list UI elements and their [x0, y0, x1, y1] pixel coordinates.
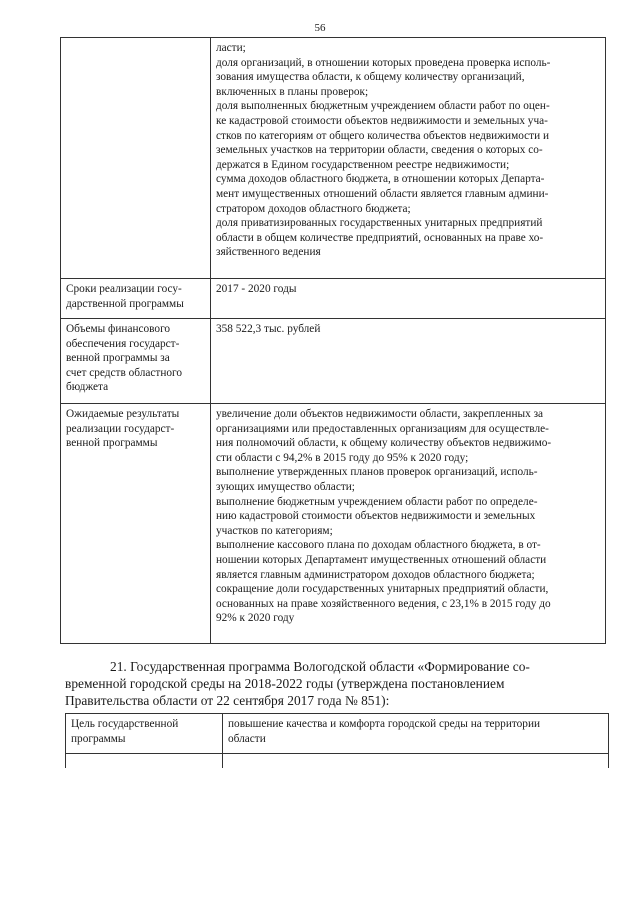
row-value: [223, 754, 609, 768]
text-line: ласти;: [216, 42, 246, 54]
text-line: бюджета: [66, 381, 109, 394]
heading-line: Правительства области от 22 сентября 2017 года № 851):: [65, 693, 390, 708]
table-row: [61, 404, 606, 644]
text-line: сокращение доли государственных унитарных предприятий области,: [216, 583, 549, 596]
text-line: 92% к 2020 году: [216, 612, 295, 625]
text-line: Объемы финансового: [66, 323, 171, 335]
text-line: доля выполненных бюджетным учреждением области работ по оцен-: [216, 100, 550, 113]
goal-table: [65, 713, 609, 768]
row-value: [211, 279, 606, 319]
text-line: реализации государст-: [66, 422, 175, 435]
row-label: [61, 38, 211, 279]
row-value: [211, 404, 606, 644]
row-value: [211, 38, 606, 279]
text-line: Цель государственной: [71, 718, 179, 730]
text-line: 2017 - 2020 годы: [216, 283, 297, 295]
text-line: ке кадастровой стоимости объектов недвижимости и земельных уча-: [216, 114, 548, 127]
text-line: выполнение утвержденных планов проверок организаций, исполь-: [216, 466, 538, 479]
table-row: [61, 279, 606, 319]
text-line: сти области с 94,2% в 2015 году до 95% к 2020 году;: [216, 451, 469, 464]
text-line: стков по категориям от общего количества объектов недвижимости и: [216, 129, 550, 142]
text-line: Сроки реализации госу-: [66, 283, 182, 295]
table-row: [61, 319, 606, 404]
row-label: [66, 754, 223, 768]
row-label: [61, 279, 211, 319]
text-line: земельных участков на территории области, сведения о которых со-: [216, 144, 543, 157]
text-line: держатся в Едином государственном реестре недвижимости;: [216, 158, 510, 171]
row-label: [61, 404, 211, 644]
table-row: [66, 714, 609, 754]
text-line: сумма доходов областного бюджета, в отношении которых Департа-: [216, 173, 545, 186]
text-line: обеспечения государст-: [66, 337, 180, 350]
section-heading: [65, 658, 603, 709]
heading-line: временной городской среды на 2018-2022 годы (утверждена постановлением: [65, 676, 505, 691]
text-line: организациями или предоставленных организациям для осуществле-: [216, 422, 549, 435]
text-line: ния полномочий области, к общему количеству объектов недвижимо-: [216, 437, 552, 450]
text-line: зяйственного ведения: [216, 246, 321, 259]
text-line: мент имущественных отношений области является главным админи-: [216, 187, 549, 200]
text-line: доля организаций, в отношении которых проведена проверка исполь-: [216, 56, 551, 69]
text-line: зующих имущество области;: [216, 480, 355, 493]
row-label: [61, 319, 211, 404]
text-line: включенных в планы проверок;: [216, 85, 369, 98]
text-line: Ожидаемые результаты: [66, 408, 180, 420]
row-value: [223, 714, 609, 754]
text-line: зования имущества области, к общему количеству организаций,: [216, 71, 525, 84]
table-row: [61, 38, 606, 279]
table-row: [66, 754, 609, 768]
row-label: [66, 714, 223, 754]
text-line: области: [228, 732, 266, 745]
text-line: доля приватизированных государственных унитарных предприятий: [216, 217, 543, 230]
text-line: участков по категориям;: [216, 524, 333, 537]
text-line: основанных на праве хозяйственного ведения, с 23,1% в 2015 году до: [216, 597, 551, 610]
text-line: нию кадастровой стоимости объектов недвижимости и земельных: [216, 510, 536, 523]
text-line: счет средств областного: [66, 366, 183, 379]
text-line: программы: [71, 732, 126, 745]
passport-table: [60, 37, 606, 644]
text-line: ношении которых Департамент имущественных отношений области: [216, 553, 547, 566]
text-line: 358 522,3 тыс. рублей: [216, 323, 321, 335]
text-line: увеличение доли объектов недвижимости области, закрепленных за: [216, 408, 544, 420]
text-line: области в общем количестве предприятий, основанных на праве хо-: [216, 231, 544, 244]
text-line: стратором доходов областного бюджета;: [216, 202, 411, 215]
heading-line: 21. Государственная программа Вологодской области «Формирование со-: [110, 659, 530, 674]
page-number: 56: [314, 22, 326, 34]
text-line: выполнение кассового плана по доходам областного бюджета, в от-: [216, 539, 541, 552]
text-line: выполнение бюджетным учреждением области работ по определе-: [216, 495, 538, 508]
text-line: повышение качества и комфорта городской среды на территории: [228, 718, 541, 730]
text-line: является главным администратором доходов областного бюджета;: [216, 568, 535, 581]
text-line: венной программы: [66, 437, 158, 450]
row-value: [211, 319, 606, 404]
text-line: венной программы за: [66, 352, 170, 365]
text-line: дарственной программы: [66, 297, 184, 310]
